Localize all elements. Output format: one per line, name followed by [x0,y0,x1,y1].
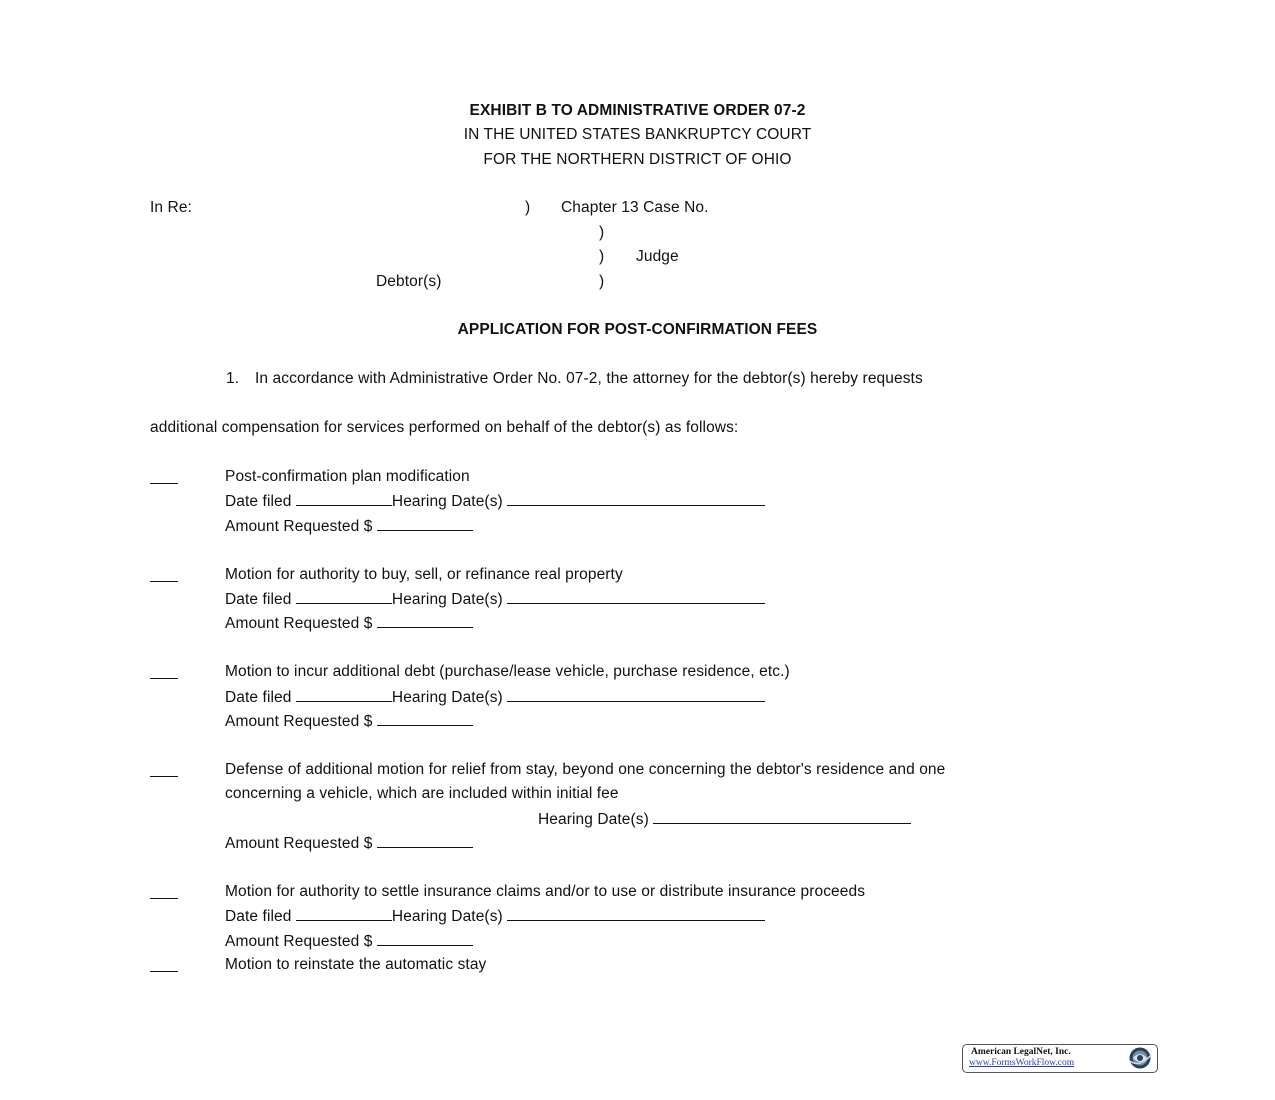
item-checkbox-blank[interactable] [150,884,178,899]
hearing-dates-label: Hearing Date(s) [391,591,503,608]
court-district: FOR THE NORTHERN DISTRICT OF OHIO [483,151,792,168]
item-label: Motion for authority to settle insurance claims and/or to use or distribute insurance proceeds [225,883,866,900]
hearing-dates-blank[interactable] [507,589,765,604]
amount-row [225,833,473,854]
amount-row [225,711,473,732]
item-checkbox-blank[interactable] [150,469,178,484]
date-filed-blank[interactable] [296,491,392,506]
item-checkbox-blank[interactable] [150,664,178,679]
judge-label: Judge [636,248,679,265]
caption-paren: ) [525,199,531,216]
application-title: APPLICATION FOR POST-CONFIRMATION FEES [457,321,818,338]
amount-blank[interactable] [377,613,473,628]
hearing-dates-blank[interactable] [507,687,765,702]
paragraph-text-continued: additional compensation for services performed on behalf of the debtor(s) as follows: [150,419,739,436]
date-filed-label: Date filed [225,908,292,925]
item-label: Motion for authority to buy, sell, or refinance real property [225,566,623,583]
date-filed-row [225,687,765,708]
hearing-dates-row [538,809,911,830]
hearing-dates-blank[interactable] [507,491,765,506]
hearing-dates-blank[interactable] [653,809,911,824]
item-label: Motion to reinstate the automatic stay [225,956,487,973]
amount-requested-label: Amount Requested $ [225,518,373,535]
item-checkbox-blank[interactable] [150,567,178,582]
date-filed-blank[interactable] [296,589,392,604]
item-checkbox-blank[interactable] [150,957,178,972]
item-label: Post-confirmation plan modification [225,468,470,485]
hearing-dates-label: Hearing Date(s) [391,493,503,510]
date-filed-blank[interactable] [296,906,392,921]
case-number-label: Chapter 13 Case No. [561,199,709,216]
paragraph-text: In accordance with Administrative Order No. 07-2, the attorney for the debtor(s) hereby requests [255,370,923,387]
hearing-dates-label: Hearing Date(s) [391,689,503,706]
hearing-dates-label: Hearing Date(s) [391,908,503,925]
date-filed-blank[interactable] [296,687,392,702]
date-filed-row [225,906,765,927]
in-re-label: In Re: [150,199,192,216]
amount-row [225,516,473,537]
item-label: Motion to incur additional debt (purchase/lease vehicle, purchase residence, etc.) [225,663,790,680]
amount-row [225,613,473,634]
amount-blank[interactable] [377,931,473,946]
court-name: IN THE UNITED STATES BANKRUPTCY COURT [463,126,812,143]
amount-blank[interactable] [377,711,473,726]
debtors-label: Debtor(s) [376,273,442,290]
hearing-dates-label: Hearing Date(s) [538,811,649,828]
globe-icon [1127,1046,1153,1070]
date-filed-label: Date filed [225,493,292,510]
amount-row [225,931,473,952]
amount-blank[interactable] [377,833,473,848]
amount-requested-label: Amount Requested $ [225,713,373,730]
amount-requested-label: Amount Requested $ [225,615,373,632]
date-filed-label: Date filed [225,591,292,608]
item-label-continued: concerning a vehicle, which are included within initial fee [225,785,619,802]
date-filed-row [225,491,765,512]
item-checkbox-blank[interactable] [150,762,178,777]
date-filed-row [225,589,765,610]
amount-requested-label: Amount Requested $ [225,933,373,950]
date-filed-label: Date filed [225,689,292,706]
amount-blank[interactable] [377,516,473,531]
american-legalnet-logo[interactable] [962,1044,1158,1073]
logo-website-link[interactable]: www.FormsWorkFlow.com [969,1058,1075,1068]
paragraph-number: 1. [226,370,240,387]
amount-requested-label: Amount Requested $ [225,835,373,852]
exhibit-heading: EXHIBIT B TO ADMINISTRATIVE ORDER 07-2 [469,102,806,119]
logo-company-name: American LegalNet, Inc. [971,1047,1071,1057]
caption-paren: ) [599,248,605,265]
caption-paren: ) [599,273,605,290]
caption-paren: ) [599,224,605,241]
hearing-dates-blank[interactable] [507,906,765,921]
item-label: Defense of additional motion for relief from stay, beyond one concerning the debtor's residence and one [225,761,946,778]
